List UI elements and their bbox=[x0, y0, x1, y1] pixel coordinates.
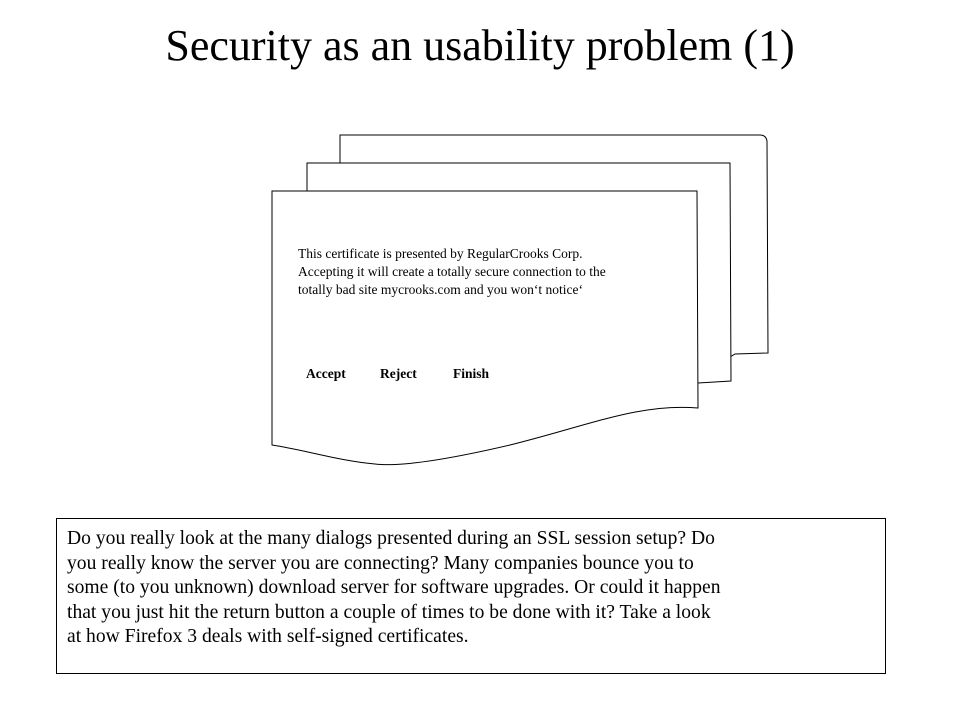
caption-line: Do you really look at the many dialogs presented during an SSL session setup? Do bbox=[67, 528, 715, 549]
caption-line: you really know the server you are connecting? Many companies bounce you to bbox=[67, 552, 694, 574]
front-dialog-page bbox=[272, 191, 698, 465]
accept-button[interactable]: Accept bbox=[306, 366, 346, 381]
caption-line: at how Firefox 3 deals with self-signed certificates. bbox=[67, 626, 469, 647]
message-line: totally bad site mycrooks.com and you won‘t notice‘ bbox=[298, 282, 583, 297]
dialog-stack-illustration bbox=[260, 125, 780, 475]
caption-box bbox=[56, 518, 886, 674]
stacked-dialogs-drawing bbox=[260, 125, 780, 475]
certificate-warning-message bbox=[298, 245, 688, 299]
slide-title: Security as an usability problem (1) bbox=[165, 21, 795, 70]
caption-line: that you just hit the return button a couple of times to be done with it? Take a look bbox=[67, 601, 711, 623]
caption-line: some (to you unknown) download server for software upgrades. Or could it happen bbox=[67, 577, 721, 598]
message-line: Accepting it will create a totally secure connection to the bbox=[298, 264, 606, 279]
message-line: This certificate is presented by RegularCrooks Corp. bbox=[298, 246, 583, 261]
reject-button[interactable]: Reject bbox=[380, 366, 417, 381]
finish-button[interactable]: Finish bbox=[453, 366, 490, 381]
